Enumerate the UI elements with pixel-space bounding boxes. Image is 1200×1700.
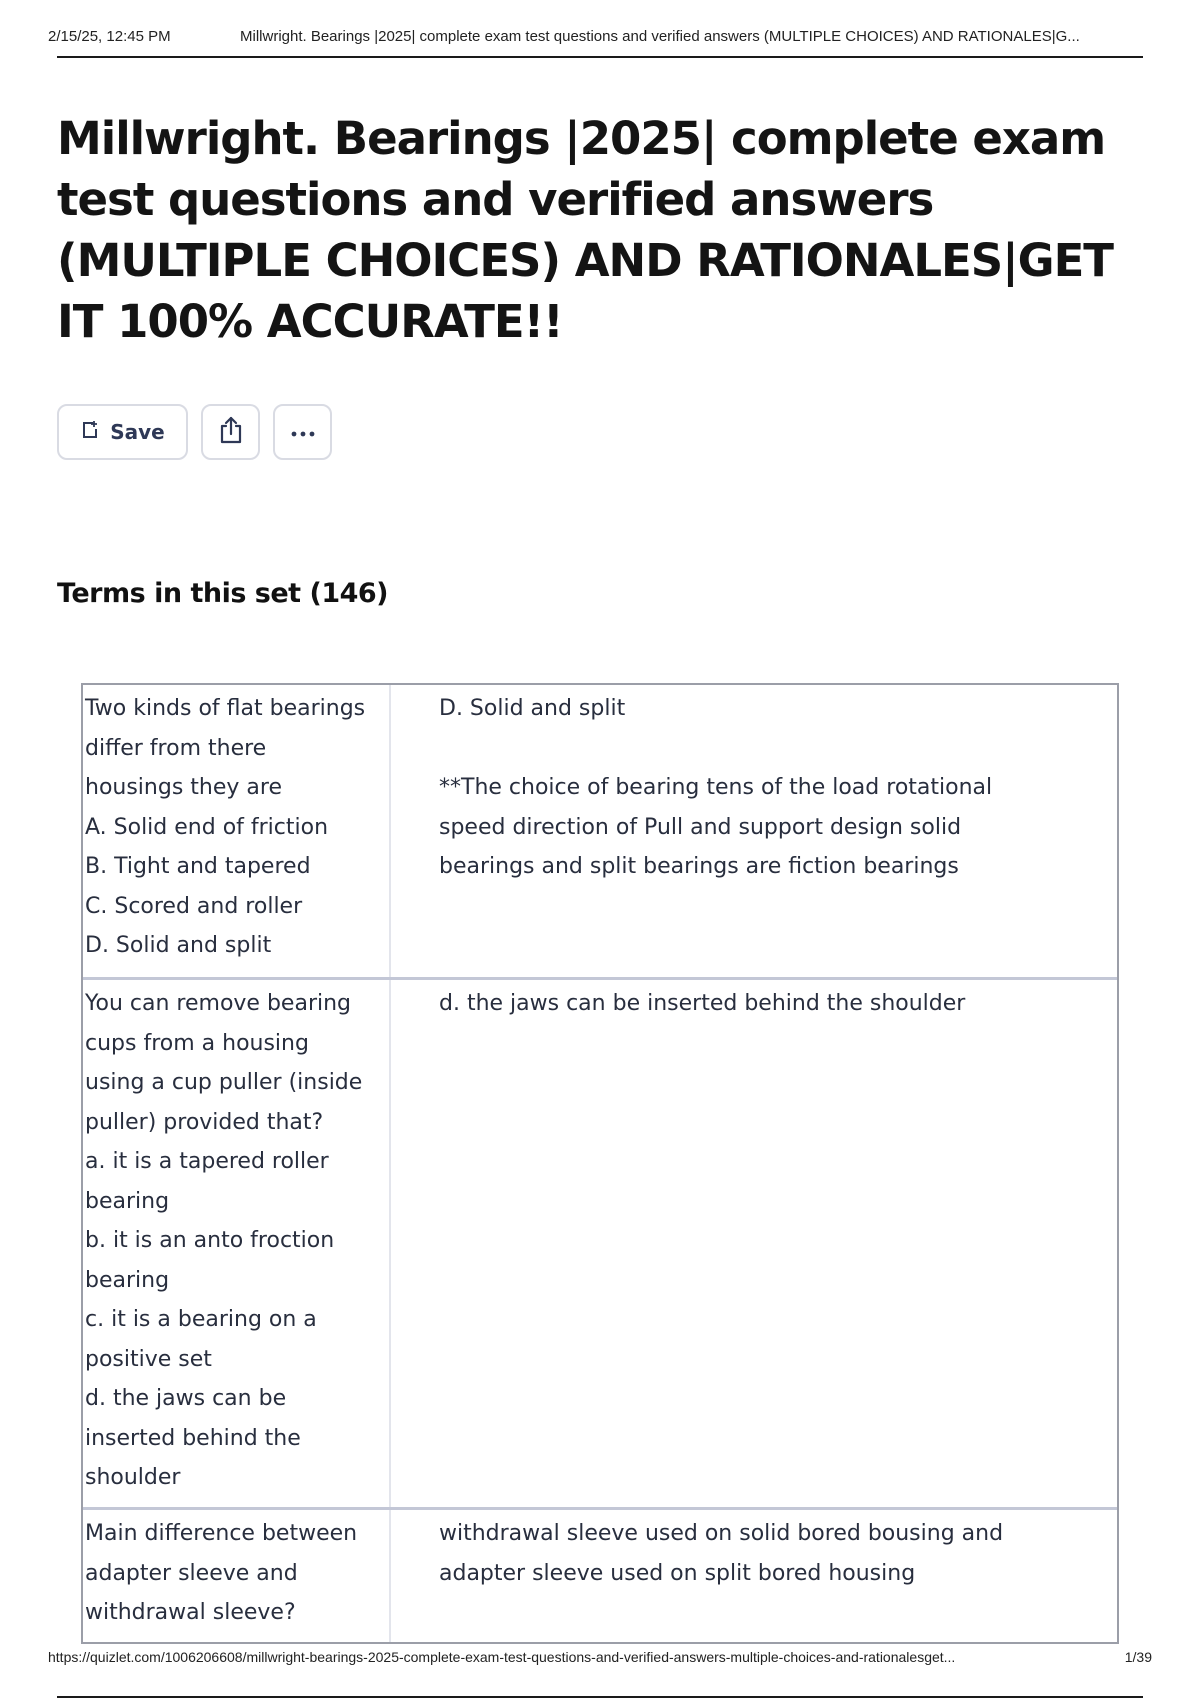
term-row (83, 1507, 1117, 1642)
page-url[interactable]: https://quizlet.com/1006206608/millwright-bearings-2025-complete-exam-test-questions-and-verified-answers-multiple-choices-and-rationalesget... (48, 1649, 956, 1665)
term-answer: D. Solid and split **The choice of bearing tens of the load rotational speed direction of Pull and support design solid bearings and split bearings are fiction bearings (439, 696, 993, 879)
share-button[interactable] (201, 404, 260, 460)
print-doc-title: Millwright. Bearings |2025| complete exam test questions and verified answers (MULTIPLE CHOICES) AND RATIONALES|G... (240, 28, 1080, 45)
more-icon (289, 423, 317, 442)
term-question: You can remove bearing cups from a housing using a cup puller (inside puller) provided that? a. it is a tapered roller bearing b. it is an anto froction bearing c. it is a bearing on a positive set d. the jaws can be inserted behind the shoulder (83, 980, 391, 1507)
save-button-label: Save (110, 420, 165, 444)
terms-table (81, 683, 1119, 1644)
terms-heading: Terms in this set (146) (57, 578, 389, 609)
print-datetime: 2/15/25, 12:45 PM (48, 28, 171, 45)
footer-rule (57, 1696, 1143, 1698)
save-icon (80, 420, 100, 445)
page-number: 1/39 (1124, 1649, 1152, 1665)
action-bar (57, 404, 332, 460)
header-rule (57, 56, 1143, 58)
share-icon (217, 415, 245, 449)
term-question: Two kinds of flat bearings differ from there housings they are A. Solid end of friction B. Tight and tapered C. Scored and roller D. Solid and split (83, 685, 391, 977)
term-row (83, 977, 1117, 1507)
page-title: Millwright. Bearings |2025| complete exam test questions and verified answers (MULTIPLE CHOICES) AND RATIONALES|GET IT 100% ACCURATE!! (57, 112, 1114, 348)
term-question: Main difference between adapter sleeve and withdrawal sleeve? (83, 1510, 391, 1642)
term-row (83, 685, 1117, 977)
save-button[interactable] (57, 404, 188, 460)
term-answer: withdrawal sleeve used on solid bored bousing and adapter sleeve used on split bored housing (439, 1521, 1004, 1586)
more-options-button[interactable] (273, 404, 332, 460)
term-answer: d. the jaws can be inserted behind the shoulder (439, 991, 966, 1016)
